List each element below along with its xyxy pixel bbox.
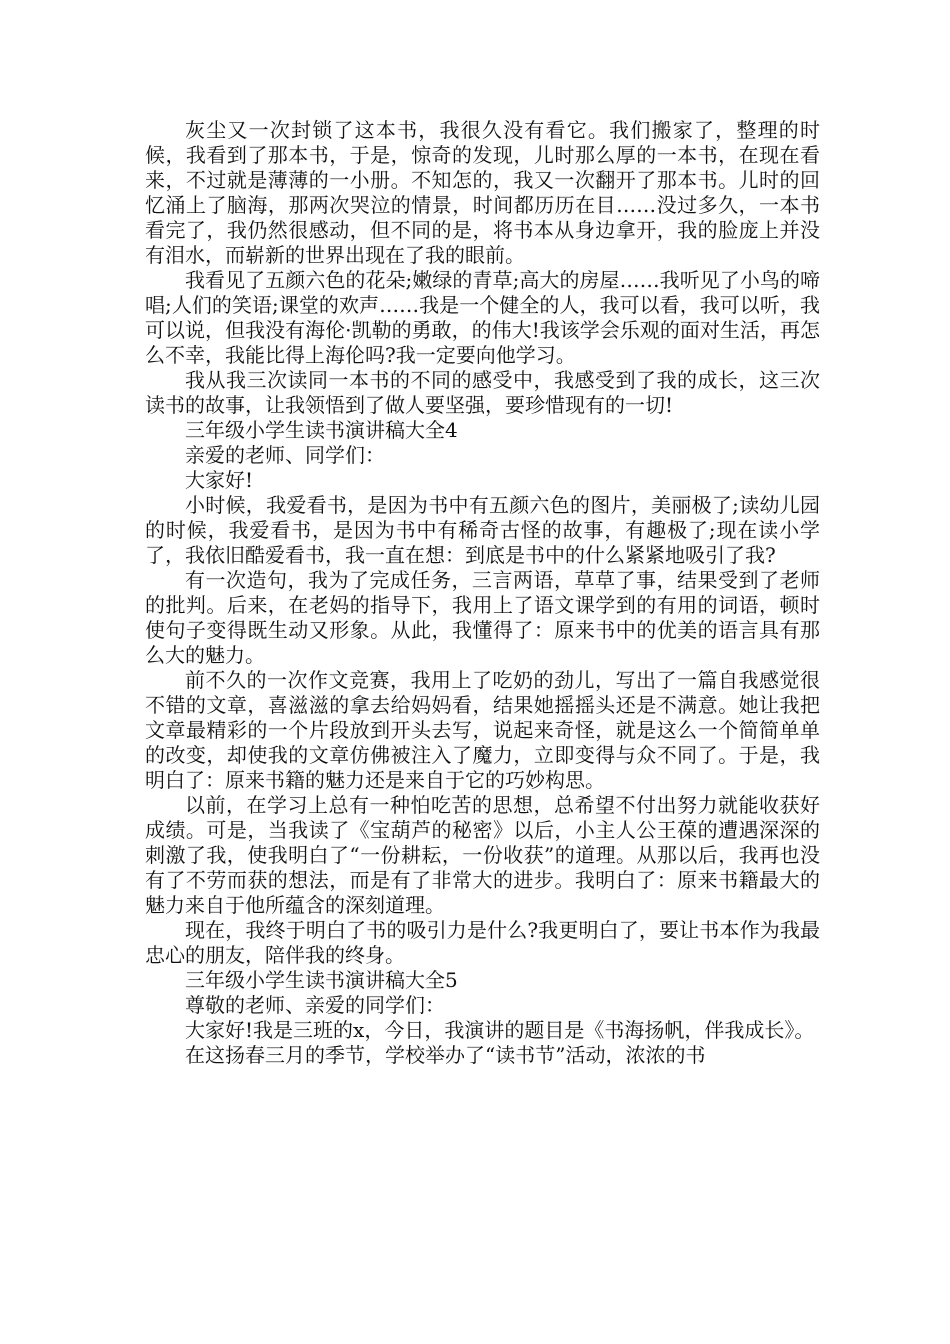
paragraph: 有一次造句，我为了完成任务，三言两语，草草了事，结果受到了老师的批判。后来，在老妈的指导下，我用上了语文课学到的有用的词语，顿时使句子变得既生动又形象。从此，我懂得了：原来书中的优美的语言具有那么大的魅力。 xyxy=(145,568,820,667)
paragraph: 大家好!我是三班的x，今日，我演讲的题目是《书海扬帆，伴我成长》。 xyxy=(185,1018,815,1042)
paragraph: 在这扬春三月的季节，学校举办了“读书节”活动，浓浓的书 xyxy=(185,1043,706,1067)
section-heading: 三年级小学生读书演讲稿大全4 xyxy=(185,418,458,442)
paragraph: 我看见了五颜六色的花朵;嫩绿的青草;高大的房屋……我听见了小鸟的啼唱;人们的笑语;课堂的欢声……我是一个健全的人，我可以看，我可以听，我可以说，但我没有海伦·凯勒的勇敢，的伟大!我该学会乐观的面对生活，再怎么不幸，我能比得上海伦吗?我一定要向他学习。 xyxy=(145,268,820,367)
salutation: 尊敬的老师、亲爱的同学们： xyxy=(185,993,445,1017)
paragraph: 前不久的一次作文竞赛，我用上了吃奶的劲儿，写出了一篇自我感觉很不错的文章，喜滋滋的拿去给妈妈看，结果她摇摇头还是不满意。她让我把文章最精彩的一个片段放到开头去写，说起来奇怪，就是这么一个简简单单的改变，却使我的文章仿佛被注入了魔力，立即变得与众不同了。于是，我明白了：原来书籍的魅力还是来自于它的巧妙构思。 xyxy=(145,668,820,792)
paragraph: 以前，在学习上总有一种怕吃苦的思想，总希望不付出努力就能收获好成绩。可是，当我读了《宝葫芦的秘密》以后，小主人公王葆的遭遇深深的刺激了我，使我明白了“一份耕耘，一份收获”的道理。从那以后，我再也没有了不劳而获的想法，而是有了非常大的进步。我明白了：原来书籍最大的魅力来自于他所蕴含的深刻道理。 xyxy=(145,793,820,917)
paragraph: 灰尘又一次封锁了这本书，我很久没有看它。我们搬家了，整理的时候，我看到了那本书，于是，惊奇的发现，儿时那么厚的一本书，在现在看来，不过就是薄薄的一小册。不知怎的，我又一次翻开了那本书。儿时的回忆涌上了脑海，那两次哭泣的情景，时间都历历在目……没过多久，一本书看完了，我仍然很感动，但不同的是，将书本从身边拿开，我的脸庞上并没有泪水，而崭新的世界出现在了我的眼前。 xyxy=(145,118,820,267)
greeting: 大家好! xyxy=(185,468,254,492)
paragraph: 现在，我终于明白了书的吸引力是什么?我更明白了，要让书本作为我最忠心的朋友，陪伴我的终身。 xyxy=(145,918,820,967)
paragraph: 我从我三次读同一本书的不同的感受中，我感受到了我的成长，这三次读书的故事，让我领悟到了做人要坚强，要珍惜现有的一切! xyxy=(145,368,820,417)
section-heading: 三年级小学生读书演讲稿大全5 xyxy=(185,968,458,992)
salutation: 亲爱的老师、同学们： xyxy=(185,443,385,467)
document-page xyxy=(145,118,820,1068)
paragraph: 小时候，我爱看书，是因为书中有五颜六色的图片，美丽极了;读幼儿园的时候，我爱看书，是因为书中有稀奇古怪的故事，有趣极了;现在读小学了，我依旧酷爱看书，我一直在想：到底是书中的什么紧紧地吸引了我? xyxy=(145,493,820,567)
